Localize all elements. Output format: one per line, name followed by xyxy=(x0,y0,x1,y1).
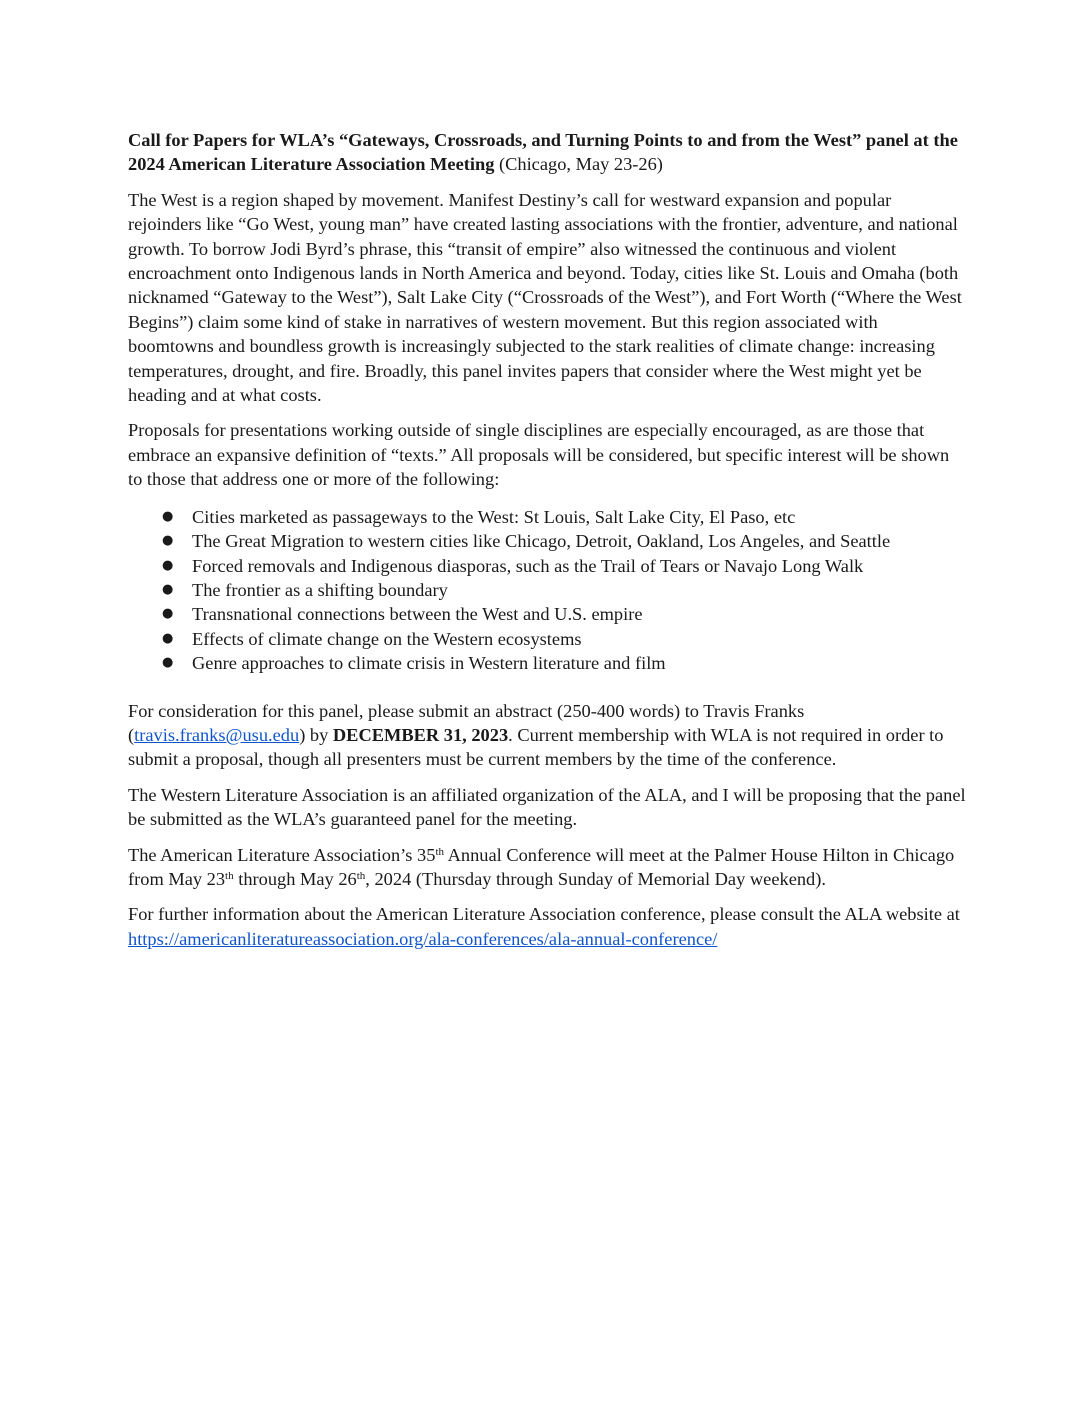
bullet-icon: ● xyxy=(162,557,174,573)
submission-text-2: ) by xyxy=(299,724,333,745)
ordinal-suffix: th xyxy=(356,869,366,882)
conference-text-2: Annual Conference will meet at the Palmer House Hilton in Chicago from May 23 xyxy=(128,844,955,889)
bullet-icon: ● xyxy=(162,630,174,646)
conference-text-1: The American Literature Association’s 35 xyxy=(128,844,436,865)
list-item xyxy=(128,602,968,626)
list-item-text: The frontier as a shifting boundary xyxy=(192,579,448,600)
submission-text-3: . Current membership with WLA is not required in order to submit a proposal, though all presenters must be current members by the time of the conference. xyxy=(128,724,944,770)
bullet-icon: ● xyxy=(162,581,174,597)
ordinal-suffix: th xyxy=(435,845,445,858)
document-page xyxy=(128,128,968,951)
list-item xyxy=(128,554,968,578)
list-item xyxy=(128,529,968,553)
bullet-icon: ● xyxy=(162,508,174,524)
list-item-text: Effects of climate change on the Western ecosystems xyxy=(192,628,582,649)
bullet-icon: ● xyxy=(162,606,174,622)
document-title xyxy=(128,128,968,177)
list-item-text: Genre approaches to climate crisis in Western literature and film xyxy=(192,653,666,674)
ordinal-suffix: th xyxy=(225,869,234,882)
topics-list xyxy=(128,505,968,676)
conference-text-4: , 2024 (Thursday through Sunday of Memorial Day weekend). xyxy=(365,868,826,889)
conference-paragraph xyxy=(128,843,968,892)
list-item xyxy=(128,578,968,602)
intro-paragraph: The West is a region shaped by movement. Manifest Destiny’s call for westward expansion and popular rejoinders like “Go West, young man” have created lasting associations with the frontier, adventure, and national growth. To borrow Jodi Byrd’s phrase, this “transit of empire” also witnessed the continuous and violent encroachment onto Indigenous lands in North America and beyond. Today, cities like St. Louis and Omaha (both nicknamed “Gateway to the West”), Salt Lake City (“Crossroads of the West”), and Fort Worth (“Where the West Begins”) claim some kind of stake in narratives of western movement. But this region associated with boomtowns and boundless growth is increasingly subjected to the stark realities of climate change: increasing temperatures, drought, and fire. Broadly, this panel invites papers that consider where the West might yet be heading and at what costs. xyxy=(128,189,962,406)
list-item xyxy=(128,651,968,675)
list-item-text: Forced removals and Indigenous diasporas, such as the Trail of Tears or Navajo Long Walk xyxy=(192,555,864,576)
further-info-text: For further information about the American Literature Association conference, please consult the ALA website at xyxy=(128,904,960,925)
bullet-icon: ● xyxy=(162,655,174,671)
further-info-paragraph xyxy=(128,902,968,951)
title-bold-text: Call for Papers for WLA’s “Gateways, Crossroads, and Turning Points to and from the West” panel at the 2024 American Literature Association Meeting xyxy=(128,130,958,175)
ala-website-link[interactable]: https://americanliteratureassociation.org/ala-conferences/ala-annual-conference/ xyxy=(128,928,718,949)
list-item-text: Cities marketed as passageways to the West: St Louis, Salt Lake City, El Paso, etc xyxy=(192,506,796,527)
conference-text-3: through May 26 xyxy=(233,868,357,889)
bullet-icon: ● xyxy=(162,533,174,549)
list-item xyxy=(128,627,968,651)
submission-text-1: For consideration for this panel, please submit an abstract (250-400 words) to Travis Franks ( xyxy=(128,700,805,745)
list-item-text: Transnational connections between the West and U.S. empire xyxy=(192,604,643,625)
affiliation-paragraph: The Western Literature Association is an affiliated organization of the ALA, and I will be proposing that the panel be submitted as the WLA’s guaranteed panel for the meeting. xyxy=(128,784,966,830)
submission-paragraph xyxy=(128,699,968,772)
list-item xyxy=(128,505,968,529)
deadline-text: DECEMBER 31, 2023 xyxy=(332,724,509,745)
email-link[interactable]: travis.franks@usu.edu xyxy=(134,724,300,745)
title-location-date: (Chicago, May 23-26) xyxy=(494,154,663,175)
proposals-paragraph: Proposals for presentations working outside of single disciplines are especially encouraged, as are those that embrace an expansive definition of “texts.” All proposals will be considered, but specific interest will be shown to those that address one or more of the following: xyxy=(128,420,950,490)
list-item-text: The Great Migration to western cities like Chicago, Detroit, Oakland, Los Angeles, and Seattle xyxy=(192,531,891,552)
